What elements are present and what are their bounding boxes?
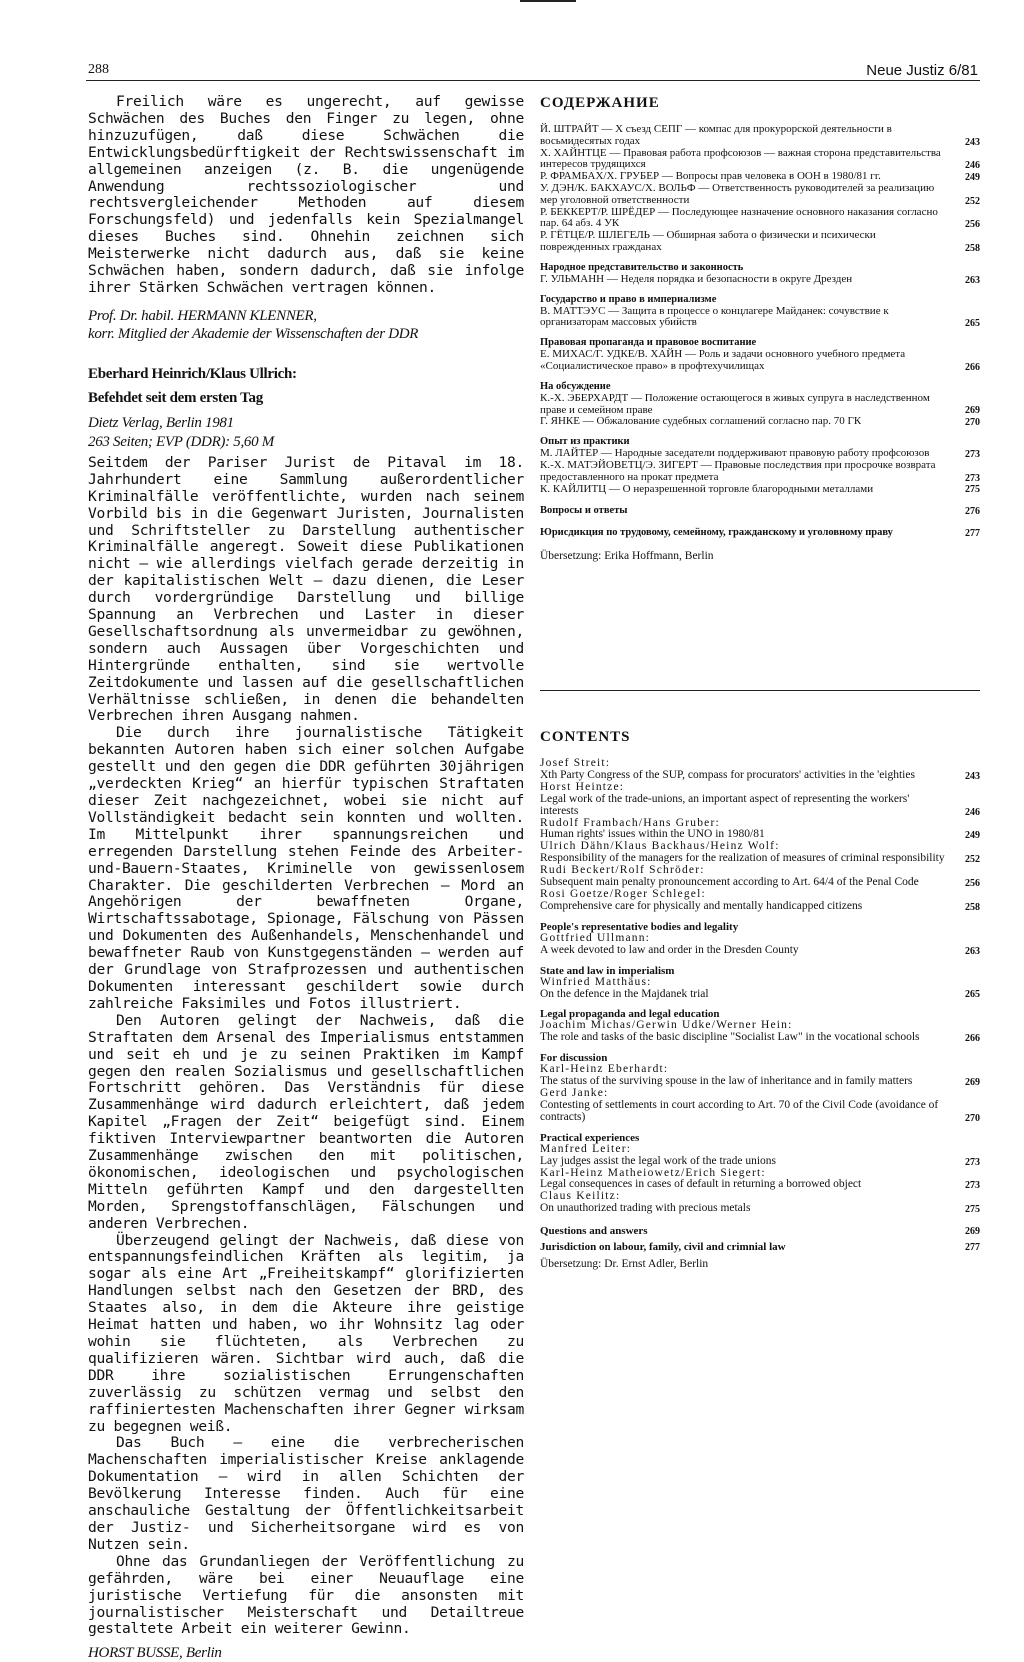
top-rule bbox=[520, 0, 576, 2]
toc-entry-text: К. КАЙЛИТЦ — О неразрешенной торговле благородными металлами bbox=[540, 482, 874, 495]
toc-entry-authors: Gottfried Ullmann: bbox=[540, 931, 651, 944]
toc-page-number: 252 bbox=[965, 195, 980, 207]
toc-category: Государство и право в империализме bbox=[540, 293, 717, 305]
toc-category: State and law in imperialism bbox=[540, 964, 675, 977]
toc-entry bbox=[540, 1225, 980, 1237]
toc-entry bbox=[540, 933, 980, 957]
english-contents-heading: CONTENTS bbox=[540, 729, 631, 745]
toc-page-number: 269 bbox=[965, 1077, 980, 1089]
toc-entry bbox=[540, 505, 980, 517]
paragraph: Den Autoren gelingt der Nachweis, daß die Straftaten dem Arsenal des Imperialismus entstammen und seit eh und je zu seinen Praktiken im Kampf gegen den realen Sozialismus und gesellschaftlichen Fortschritt gehören. Das Verständnis für diese Zusammenhänge wird dadurch erleichtert, daß jedem Kapitel „Fragen der Zeit“ beigefügt sind. Einem fiktiven Interviewpartner beantworten die Autoren Zusammenhänge zwischen den mit politischen, ökonomischen, ideologischen und psychologischen Mitteln geführten Kampf und den dargestellten Morden, Sprengstoffanschlägen, Fälschungen und anderen Verbrechen. bbox=[88, 1011, 524, 1232]
toc-entry bbox=[540, 1144, 980, 1168]
toc-entry-text: Юрисдикция по трудовому, семейному, гражданскому и уголовному праву bbox=[540, 527, 893, 539]
toc-entry bbox=[540, 148, 980, 172]
toc-entry-text: A week devoted to law and order in the Dresden County bbox=[540, 943, 799, 956]
toc-entry-text: On unauthorized trading with precious metals bbox=[540, 1202, 751, 1215]
toc-page-number: 269 bbox=[965, 405, 980, 417]
toc-entry-text: Contesting of settlements in court according to Art. 70 of the Civil Code (avoidance of contracts) bbox=[540, 1098, 939, 1123]
toc-page-number: 265 bbox=[965, 318, 980, 330]
section-divider bbox=[540, 690, 980, 691]
toc-entry bbox=[540, 758, 980, 782]
toc-entry-authors: Ulrich Dähn/Klaus Backhaus/Heinz Wolf: bbox=[540, 840, 780, 853]
toc-entry-text: Legal work of the trade-unions, an important aspect of representing the workers' interests bbox=[540, 792, 910, 817]
toc-page-number: 243 bbox=[965, 136, 980, 148]
toc-category: Опыт из практики bbox=[540, 436, 630, 448]
toc-entry bbox=[540, 865, 980, 889]
toc-entry-text: Human rights' issues within the UNO in 1980/81 bbox=[540, 828, 765, 841]
toc-entry-text: Вопросы и ответы bbox=[540, 505, 628, 517]
toc-entry-text: Х. ХАЙНТЦЕ — Правовая работа профсоюзов — важная сторона представительства интересов трудящихся bbox=[540, 146, 941, 171]
toc-entry-text: Jurisdiction on labour, family, civil and crimnial law bbox=[540, 1241, 786, 1254]
toc-page-number: 269 bbox=[965, 1226, 980, 1238]
toc-page-number: 249 bbox=[965, 171, 980, 183]
toc-entry-text: К.-Х. МАТЭЙОВЕТЦ/Э. ЗИГЕРТ — Правовые последствия при просрочке возврата предоставленного на прокат предмета bbox=[540, 458, 936, 483]
toc-entry bbox=[540, 416, 980, 428]
toc-page-number: 265 bbox=[965, 989, 980, 1001]
toc-entry bbox=[540, 274, 980, 286]
toc-entry bbox=[540, 306, 980, 330]
toc-page-number: 273 bbox=[965, 448, 980, 460]
toc-entry-authors: Rudolf Frambach/Hans Gruber: bbox=[540, 816, 720, 829]
english-contents bbox=[540, 728, 980, 1271]
toc-entry-text: Р. ФРАМБАХ/Х. ГРУБЕР — Вопросы прав человека в ООН в 1980/81 гг. bbox=[540, 170, 881, 183]
toc-entry bbox=[540, 977, 980, 1001]
toc-entry-text: У. ДЭН/К. БАКХАУС/Х. ВОЛЬФ — Ответственность руководителей за реализацию мер уголовной ответственности bbox=[540, 181, 935, 206]
toc-entry-authors: Joachim Michas/Gerwin Udke/Werner Hein: bbox=[540, 1019, 793, 1032]
signature-affiliation: korr. Mitglied der Akademie der Wissenschaften der DDR bbox=[88, 325, 419, 342]
toc-entry-text: Responsibility of the managers for the realization of measures of criminal responsibility bbox=[540, 852, 945, 865]
toc-entry bbox=[540, 1064, 980, 1088]
toc-page-number: 258 bbox=[965, 242, 980, 254]
toc-entry-authors: Karl-Heinz Eberhardt: bbox=[540, 1063, 669, 1076]
paragraph: Die durch ihre journalistische Tätigkeit bekannten Autoren haben sich einer solchen Aufgabe gestellt und den gegen die DDR geführten 30jährigen „verdeckten Krieg“ an hierfür typischen Straftaten dieser Zeit nachgezeichnet, wobei sie nicht auf Vollständigkeit bedacht sein konnten und wollten. Im Mittelpunkt ihrer spannungsreichen und erregenden Darstellung stehen Feinde des Arbeiter-und-Bauern-Staates, Kriminelle von gewissenlosem Charakter. Die geschilderten Verbrechen — Mord an Angehörigen der bewaffneten Organe, Wirtschaftssabotage, Spionage, Fälschung von Pässen und Dokumenten des Außenhandels, Menschenhandel und bewaffneter Raub von Kunstgegenständen — werden auf der Grundlage von Strafprozessen und authentischen Dokumenten interessant geschildert sowie durch zahlreiche Faksimiles und Fotos illustriert. bbox=[88, 724, 524, 1012]
toc-entry bbox=[540, 1088, 980, 1124]
toc-entry-authors: Winfried Matthäus: bbox=[540, 975, 652, 988]
toc-page-number: 249 bbox=[965, 830, 980, 842]
toc-category: Народное представительство и законность bbox=[540, 261, 744, 273]
paragraph: Seitdem der Pariser Jurist de Pitaval im 18. Jahrhundert eine Sammlung außerordentlicher Kriminalfälle veröffentlichte, wurden nach seinem Vorbild bis in die Gegenwart Juristen, Journalisten und Schriftsteller zu Darstellung authentischer Kriminalfälle angeregt. Soweit diese Publikationen nicht — wie allerdings vielfach gerade derzeitig in der kapitalistischen Welt — dazu dienen, die Leser durch vordergründige Darstellung und billige Spannung an Verbrechen und Laster in dieser Gesellschaftsordnung als unvermeidbar zu gewöhnen, sondern auch Aussagen über Vorgeschichten und Hintergründe enthalten, sind sie wertvolle Zeitdokumente und lassen auf die gesellschaftlichen Verhältnisse schließen, in denen die behandelten Verbrechen ihren Ausgang nahmen. bbox=[88, 453, 524, 725]
toc-entry-authors: Claus Keilitz: bbox=[540, 1190, 621, 1203]
toc-entry bbox=[540, 484, 980, 496]
toc-page-number: 246 bbox=[965, 160, 980, 172]
page-number: 288 bbox=[88, 62, 109, 77]
paragraph: Ohne das Grundanliegen der Veröffentlichung zu gefährden, wäre bei einer Neuauflage eine juristische Vertiefung für die ansonsten mit journalistischer Meisterschaft und Detailtreue gestaltete Arbeit ein weiterer Gewinn. bbox=[88, 1552, 524, 1638]
toc-entry-text: The role and tasks of the basic discipline "Socialist Law" in the vocational schools bbox=[540, 1031, 920, 1044]
toc-entry-text: Г. УЛЬМАНН — Неделя порядка и безопасности в округе Дрезден bbox=[540, 272, 853, 285]
toc-entry bbox=[540, 349, 980, 373]
toc-page-number: 270 bbox=[965, 1112, 980, 1124]
russian-translator: Übersetzung: Erika Hoffmann, Berlin bbox=[540, 550, 714, 563]
toc-page-number: 263 bbox=[965, 274, 980, 286]
journal-name: Neue Justiz 6/81 bbox=[866, 62, 978, 79]
toc-page-number: 275 bbox=[965, 1204, 980, 1216]
toc-page-number: 273 bbox=[965, 1180, 980, 1192]
toc-entry-text: Й. ШТРАЙТ — X съезд СЕПГ — компас для прокурорской деятельности в восьмидесятых годах bbox=[540, 123, 892, 147]
toc-entry bbox=[540, 207, 980, 231]
toc-entry-authors: Manfred Leiter: bbox=[540, 1142, 632, 1155]
toc-page-number: 273 bbox=[965, 472, 980, 484]
toc-entry-text: Р. ГЁТЦЕ/Р. ШЛЕГЕЛЬ — Обширная забота о физически и психически поврежденных гражданах bbox=[540, 229, 876, 253]
toc-entry bbox=[540, 841, 980, 865]
toc-category: Правовая пропаганда и правовое воспитание bbox=[540, 337, 757, 349]
toc-category: Practical experiences bbox=[540, 1131, 640, 1144]
review-publisher: Dietz Verlag, Berlin 1981 bbox=[88, 414, 234, 431]
toc-page-number: 246 bbox=[965, 806, 980, 818]
header-rule bbox=[86, 80, 980, 81]
toc-page-number: 266 bbox=[965, 1033, 980, 1045]
toc-entry-text: Г. ЯНКЕ — Обжалование судебных соглашений согласно пар. 70 ГК bbox=[540, 415, 862, 428]
toc-entry-text: The status of the surviving spouse in the law of inheritance and in family matters bbox=[540, 1075, 913, 1088]
review-signature: HORST BUSSE, Berlin bbox=[88, 1645, 222, 1662]
toc-entry bbox=[540, 183, 980, 207]
toc-entry-text: В. МАТТЭУС — Защита в процессе о концлагере Майданек: сочувствие к организаторам массовых убийств bbox=[540, 304, 889, 329]
toc-entry bbox=[540, 393, 980, 417]
toc-entry-text: On the defence in the Majdanek trial bbox=[540, 987, 709, 1000]
toc-entry bbox=[540, 1168, 980, 1192]
toc-entry-authors: Gerd Janke: bbox=[540, 1087, 609, 1100]
signature-name: Prof. Dr. habil. HERMANN KLENNER, bbox=[88, 307, 317, 324]
toc-entry-text: Lay judges assist the legal work of the trade unions bbox=[540, 1154, 777, 1167]
toc-entry-text: Xth Party Congress of the SUP, compass for procurators' activities in the 'eighties bbox=[540, 768, 915, 781]
toc-entry bbox=[540, 230, 980, 254]
toc-page-number: 256 bbox=[965, 877, 980, 889]
russian-contents bbox=[540, 94, 980, 563]
toc-entry-authors: Rosi Goetze/Roger Schlegel: bbox=[540, 887, 706, 900]
paragraph: Überzeugend gelingt der Nachweis, daß diese von entspannungsfeindlichen Kräften als legitim, ja sogar als eine Art „Freiheitskampf“ glorifizierten Handlungen selbst nach den Gesetzen der BRD, des Staates also, in dem die Akteure ihre geistige Heimat hatten und haben, wo ihr Wohnsitz lag oder wohin sie flüchteten, als Verbrechen zu qualifizieren wären. Sichtbar wird auch, daß die DDR ihre sozialistischen Errungenschaften zuverlässig zu schützen vermag und selbst den raffiniertesten Machenschaften ihrer Gegner wirksam zu begegnen weiß. bbox=[88, 1231, 524, 1435]
russian-contents-heading: СОДЕРЖАНИЕ bbox=[540, 95, 660, 111]
toc-entry-authors: Josef Streit: bbox=[540, 757, 611, 769]
toc-page-number: 266 bbox=[965, 361, 980, 373]
review-authors: Eberhard Heinrich/Klaus Ullrich: bbox=[88, 365, 297, 382]
toc-entry-text: К.-Х. ЭБЕРХАРДТ — Положение остающегося в живых супруга в наследственном праве и семейном праве bbox=[540, 391, 930, 416]
toc-entry-text: Legal consequences in cases of default in returning a borrowed object bbox=[540, 1178, 862, 1191]
toc-entry-text: Questions and answers bbox=[540, 1225, 648, 1238]
review-book-title: Befehdet seit dem ersten Tag bbox=[88, 389, 263, 406]
toc-category: На обсуждение bbox=[540, 380, 611, 392]
toc-page-number: 277 bbox=[965, 528, 980, 540]
toc-page-number: 273 bbox=[965, 1156, 980, 1168]
toc-page-number: 252 bbox=[965, 854, 980, 866]
toc-entry-text: Comprehensive care for physically and mentally handicapped citizens bbox=[540, 899, 863, 912]
toc-page-number: 243 bbox=[965, 770, 980, 782]
toc-entry bbox=[540, 124, 980, 148]
toc-entry-text: Е. МИХАС/Г. УДКЕ/В. ХАЙН — Роль и задачи основного учебного предмета «Социалистическое право» в профтехучилищах bbox=[540, 348, 906, 372]
paragraph: Das Buch — eine die verbrecherischen Machenschaften imperialistischer Kreise anklagende Dokumentation — wird in allen Schichten der Bevölkerung Interesse finden. Auch für eine anschauliche Gestaltung der Öffentlichkeitsarbeit der Justiz- und Sicherheitsorgane wird es von Nutzen sein. bbox=[88, 1434, 524, 1553]
toc-entry bbox=[540, 1020, 980, 1044]
toc-entry-authors: Rudi Beckert/Rolf Schröder: bbox=[540, 864, 705, 877]
toc-page-number: 276 bbox=[965, 506, 980, 518]
toc-entry bbox=[540, 460, 980, 484]
review-pages-price: 263 Seiten; EVP (DDR): 5,60 M bbox=[88, 433, 274, 450]
toc-page-number: 263 bbox=[965, 945, 980, 957]
left-column bbox=[88, 94, 524, 1662]
toc-entry bbox=[540, 1191, 980, 1215]
toc-category: For discussion bbox=[540, 1052, 608, 1065]
toc-category: People's representative bodies and legality bbox=[540, 920, 739, 933]
toc-page-number: 256 bbox=[965, 219, 980, 231]
english-translator: Übersetzung: Dr. Ernst Adler, Berlin bbox=[540, 1258, 709, 1271]
toc-entry-text: Р. БЕККЕРТ/Р. ШРЁДЕР — Последующее назначение основного наказания согласно пар. 64 абз. 4 УК bbox=[540, 205, 938, 230]
toc-entry bbox=[540, 818, 980, 842]
paragraph: Freilich wäre es ungerecht, auf gewisse Schwächen des Buches den Finger zu legen, ohne hinzuzufügen, daß diese Schwächen die Entwicklungsbedürftigkeit der Rechtswissenschaft im allgemeinen anzeigen (z. B. die ungenügende Anwendung rechtssoziologischer und rechtsvergleichender Methoden auf diesem Forschungsfeld) und jedenfalls kein Spezialmangel dieses Buches sind. Ohnehin zeichnen sich Meisterwerke nicht dadurch aus, daß sie keine Schwächen haben, sondern dadurch, daß sie infolge ihrer Stärken Schwächen vertragen können. bbox=[88, 93, 524, 296]
toc-entry bbox=[540, 1241, 980, 1253]
toc-page-number: 277 bbox=[965, 1242, 980, 1254]
toc-entry-authors: Horst Heintze: bbox=[540, 780, 625, 793]
toc-page-number: 270 bbox=[965, 417, 980, 429]
toc-page-number: 258 bbox=[965, 901, 980, 913]
toc-entry bbox=[540, 527, 980, 539]
toc-category: Legal propaganda and legal education bbox=[540, 1008, 720, 1021]
toc-page-number: 275 bbox=[965, 484, 980, 496]
toc-entry bbox=[540, 782, 980, 818]
toc-entry-authors: Karl-Heinz Matheiowetz/Erich Siegert: bbox=[540, 1166, 766, 1179]
toc-entry-text: М. ЛАЙТЕР — Народные заседатели поддерживают правовую работу профсоюзов bbox=[540, 447, 930, 460]
toc-entry bbox=[540, 889, 980, 913]
toc-entry-text: Subsequent main penalty pronouncement according to Art. 64/4 of the Penal Code bbox=[540, 876, 919, 889]
